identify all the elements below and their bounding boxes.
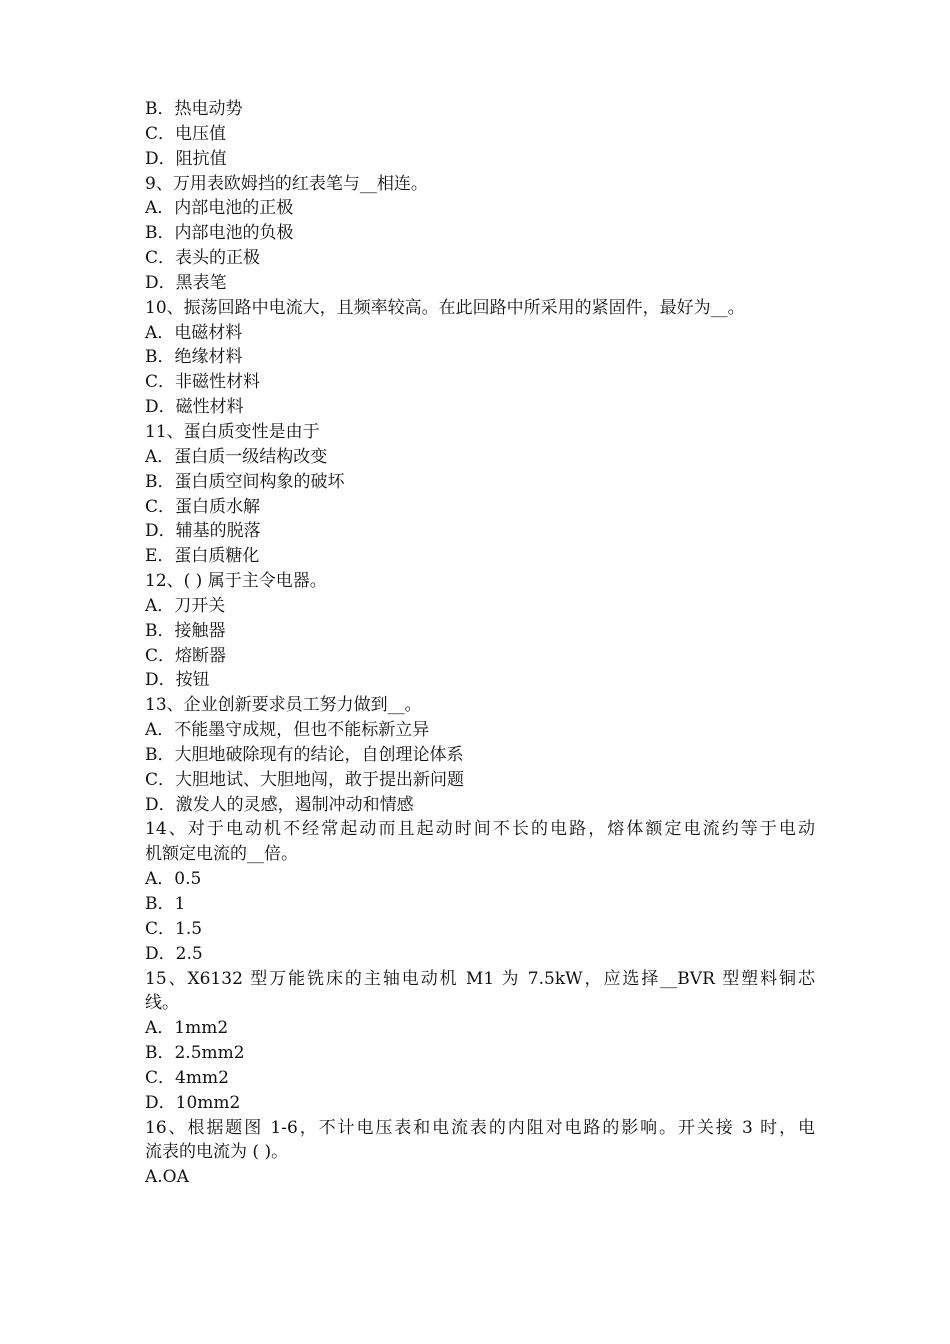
q12-option-c: C．熔断器 [145, 645, 227, 666]
question-16-line-2: 流表的电流为 ( )。 [145, 1142, 289, 1163]
q15-option-a: A．1mm2 [145, 1018, 229, 1039]
q10-option-a: A．电磁材料 [145, 322, 243, 343]
q12-option-d: D．按钮 [145, 670, 210, 691]
q14-option-b: B．1 [145, 894, 186, 914]
q11-option-b: B．蛋白质空间构象的破坏 [145, 471, 345, 492]
q9-option-b: B．内部电池的负极 [145, 223, 294, 244]
q14-option-a: A．0.5 [145, 869, 202, 890]
question-14-line-1: 14、对于电动机不经常起动而且起动时间不长的电路，熔体额定电流约等于电动 [145, 819, 815, 840]
question-9: 9、万用表欧姆挡的红表笔与__相连。 [145, 173, 428, 194]
q11-option-a: A．蛋白质一级结构改变 [145, 446, 328, 467]
question-14-line-2: 机额定电流的__倍。 [145, 844, 298, 865]
q9-option-d: D．黑表笔 [145, 272, 227, 293]
option-c-voltage: C．电压值 [145, 123, 227, 144]
q10-option-c: C．非磁性材料 [145, 372, 261, 393]
question-15-line-1: 15、X6132 型万能铣床的主轴电动机 M1 为 7.5kW，应选择__BVR 型塑料铜芯 [145, 968, 815, 989]
q10-option-d: D．磁性材料 [145, 397, 244, 418]
question-10: 10、振荡回路中电流大，且频率较高。在此回路中所采用的紧固件，最好为__。 [145, 297, 745, 318]
q10-option-b: B．绝缘材料 [145, 347, 243, 368]
question-11: 11、蛋白质变性是由于 [145, 421, 320, 442]
q15-option-d: D．10mm2 [145, 1092, 241, 1113]
q9-option-a: A．内部电池的正极 [145, 198, 294, 219]
q11-option-d: D．辅基的脱落 [145, 521, 261, 542]
q11-option-c: C．蛋白质水解 [145, 496, 261, 517]
question-13: 13、企业创新要求员工努力做到__。 [145, 695, 422, 716]
q15-option-c: C．4mm2 [145, 1067, 229, 1088]
option-b-thermo-emf: B．热电动势 [145, 99, 243, 119]
q13-option-c: C．大胆地试、大胆地闯，敢于提出新问题 [145, 769, 465, 790]
q11-option-e: E．蛋白质糖化 [145, 546, 260, 567]
q16-option-a: A.OA [145, 1167, 189, 1188]
q12-option-b: B．接触器 [145, 620, 226, 641]
question-12: 12、( ) 属于主令电器。 [145, 571, 327, 592]
q13-option-a: A．不能墨守成规，但也不能标新立异 [145, 720, 430, 741]
q13-option-b: B．大胆地破除现有的结论，自创理论体系 [145, 744, 464, 765]
q12-option-a: A．刀开关 [145, 595, 226, 616]
option-d-impedance: D．阻抗值 [145, 148, 227, 169]
q13-option-d: D．激发人的灵感，遏制冲动和情感 [145, 794, 414, 815]
question-15-line-2: 线。 [145, 993, 179, 1014]
q14-option-c: C．1.5 [145, 918, 203, 939]
q15-option-b: B．2.5mm2 [145, 1043, 245, 1064]
question-16-line-1: 16、根据题图 1-6，不计电压表和电流表的内阻对电路的影响。开关接 3 时，电 [145, 1117, 815, 1138]
document-page [145, 97, 815, 1190]
q9-option-c: C．表头的正极 [145, 248, 261, 269]
q14-option-d: D．2.5 [145, 943, 203, 964]
